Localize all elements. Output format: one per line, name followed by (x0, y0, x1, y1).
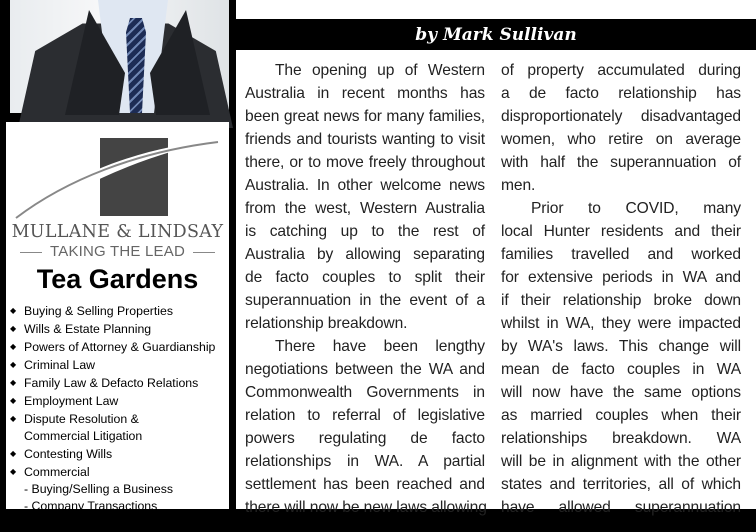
service-item (10, 320, 229, 338)
service-label: Commercial Litigation (24, 429, 143, 443)
bullet-icon: ◆ (10, 342, 17, 351)
bullet-icon: ◆ (10, 306, 17, 315)
logo-swoosh-icon (6, 122, 229, 222)
bullet-icon: ◆ (10, 378, 17, 387)
service-label: - Buying/Selling a Business (24, 482, 174, 496)
author-photo (10, 0, 229, 113)
article-line: Australia in recent months has (245, 85, 485, 102)
article-line: by WA's laws. This change will (501, 338, 741, 355)
article-line: friends and tourists wanting to visit (245, 131, 485, 148)
service-label: - Leasing (24, 516, 75, 530)
article-line: Commonwealth Governments in (245, 384, 485, 401)
article-line: have allowed superannuation (501, 499, 741, 516)
service-label: Buying & Selling Properties (24, 304, 174, 318)
service-item (10, 498, 229, 515)
article-line: women, who retire on average (501, 131, 741, 148)
article-line: powers regulating de facto (245, 430, 485, 447)
article-line: Australia. In other welcome news (245, 177, 485, 194)
service-item (10, 392, 229, 410)
bullet-icon: ◆ (10, 467, 17, 476)
bullet-icon: ◆ (10, 324, 17, 333)
article-line: relationships breakdown. WA (501, 430, 741, 447)
article-line: Australia by allowing separating (245, 246, 485, 263)
service-item (10, 356, 229, 374)
service-label: Commercial (24, 465, 90, 479)
service-label: Wills & Estate Planning (24, 322, 152, 336)
article-line: there will now be new laws allowing (245, 499, 487, 516)
article-line: local Hunter residents and their (501, 223, 741, 240)
article-line: states and territories, all of which (501, 476, 741, 493)
bullet-icon: ◆ (10, 414, 17, 423)
firm-location: Tea Gardens (36, 264, 199, 294)
article-line: mean de facto couples in WA (501, 361, 741, 378)
article-line: will be in alignment with the other (501, 453, 741, 470)
bullet-icon: ◆ (10, 449, 17, 458)
service-label: Contesting Wills (24, 447, 113, 461)
service-label: Employment Law (24, 394, 119, 408)
article-line: families travelled and worked (501, 246, 741, 263)
article-line: there, or to move freely throughout (245, 154, 485, 171)
service-item (10, 481, 229, 498)
firm-logo (6, 122, 229, 222)
article-line: men. (501, 177, 536, 194)
services-list (10, 302, 229, 532)
article-line: as married couples when their (501, 407, 741, 424)
service-item (10, 428, 229, 445)
article-line: relation to referral of legislative (245, 407, 485, 424)
article-line: from the west, Western Australia (245, 200, 485, 217)
article-line: settlement has been reached and (245, 476, 485, 493)
article-line: will now have the same options (501, 384, 741, 401)
law-firm-advertisement (6, 122, 229, 530)
service-item (10, 515, 229, 532)
service-label: Dispute Resolution & (24, 412, 139, 426)
tagline-rule-right (193, 252, 215, 253)
article-line: is catching up to the rest of (245, 223, 485, 240)
service-item (10, 410, 229, 428)
service-item (10, 374, 229, 392)
service-label: Criminal Law (24, 358, 96, 372)
service-label: Family Law & Defacto Relations (24, 376, 199, 390)
firm-name: MULLANE & LINDSAY (11, 222, 224, 242)
service-label: Powers of Attorney & Guardianship (24, 340, 216, 354)
article-line: if their relationship broke down (501, 292, 741, 309)
firm-tagline-row (12, 243, 223, 261)
article-line: of property accumulated during (501, 62, 741, 79)
article-line: relationship breakdown. (245, 315, 408, 332)
article-line: disproportionately disadvantaged (501, 108, 741, 125)
article-line: superannuation in the event of a (245, 292, 485, 309)
article-line: The opening up of Western (275, 62, 485, 79)
bullet-icon: ◆ (10, 396, 17, 405)
article-line: with half the superannuation of (501, 154, 741, 171)
article-column-2 (501, 59, 741, 519)
article-line: Prior to COVID, many (531, 200, 741, 217)
firm-tagline: TAKING THE LEAD (50, 243, 185, 260)
service-item (10, 338, 229, 356)
article-column-1 (245, 59, 485, 519)
article-line: negotiations between the WA and (245, 361, 485, 378)
article-line: whilst in WA, they were impacted (501, 315, 741, 332)
service-item (10, 463, 229, 481)
article-line: There have been lengthy (275, 338, 485, 355)
service-item (10, 445, 229, 463)
article-line: relationships in WA. A partial (245, 453, 485, 470)
article-body (236, 50, 756, 516)
byline: by Mark Sullivan (415, 25, 577, 45)
article-line: been great news for many families, (245, 108, 485, 125)
article-line: de facto couples to split their (245, 269, 485, 286)
headline-strip (236, 0, 756, 19)
service-item (10, 302, 229, 320)
article-line: a de facto relationship has (501, 85, 741, 102)
service-label: - Company Transactions (24, 499, 158, 513)
article-line: for extensive periods in WA and (501, 269, 741, 286)
bullet-icon: ◆ (10, 360, 17, 369)
